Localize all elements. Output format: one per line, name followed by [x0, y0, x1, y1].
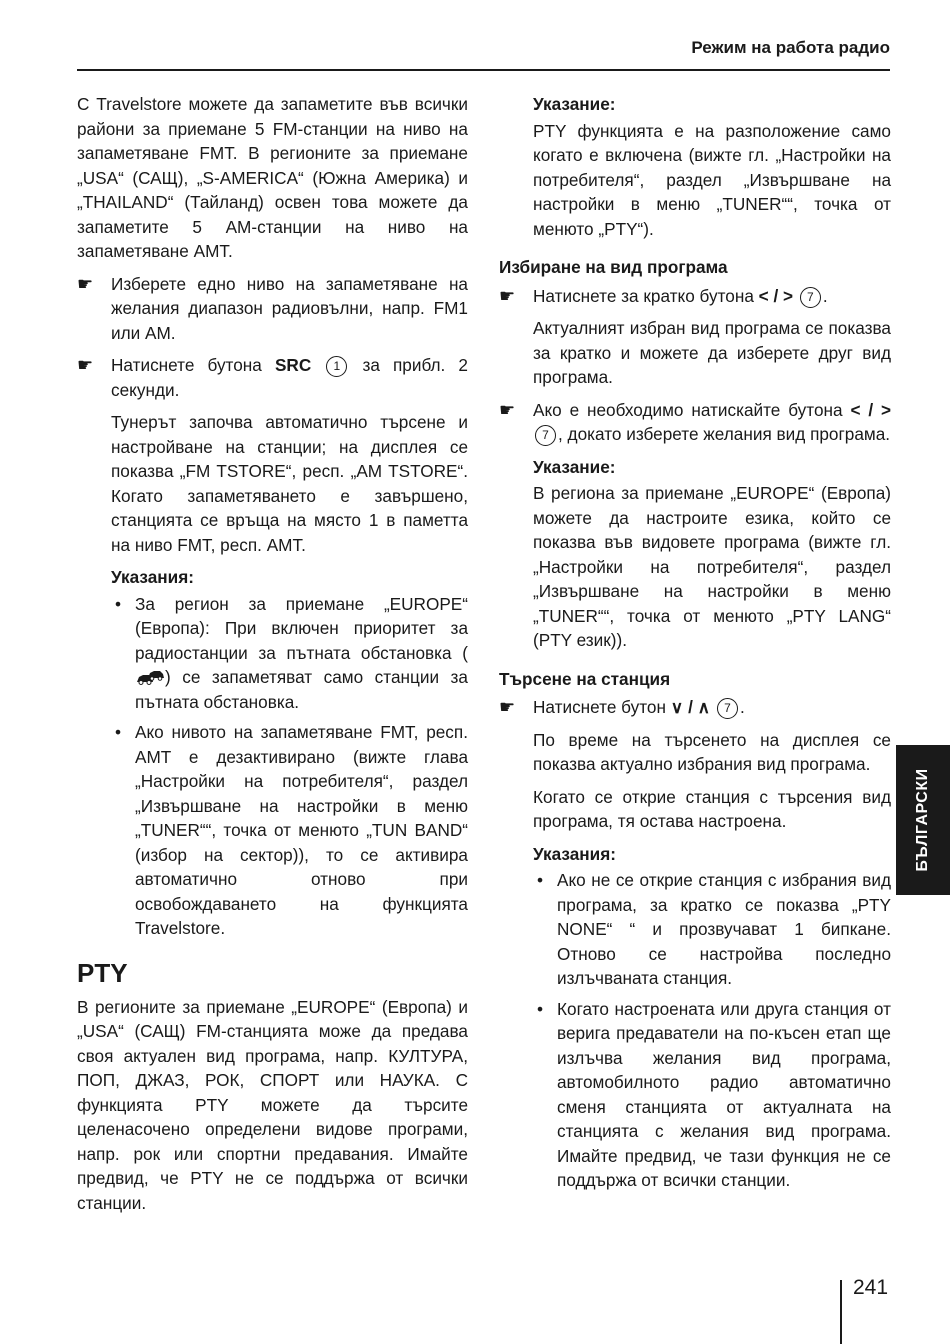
list-item: • Когато настроената или друга станция от верига предаватели на по-късен етап ще излъчва желания вид програма, автомобилното радио автоматично сменя станцията от актуалната на станцията с желания вид програма. Имайте предвид, че тази функция не се поддържа от всички станции. — [533, 997, 891, 1193]
note-text: PTY функцията е на разположение само когато е включена (вижте гл. „Настройки на потребителя“, раздел „Извършване на настройки в меню „TUNER““, точка от менюто „PTY“). — [533, 120, 891, 239]
right-column — [499, 92, 891, 1199]
pointing-hand-icon: ☛ — [77, 273, 94, 294]
notes-list — [111, 592, 468, 941]
step-result: По време на търсенето на дисплея се показва актуално избрания вид програма. — [533, 729, 891, 774]
step-text: Ако е необходимо натискайте бутона — [533, 399, 851, 420]
language-label: БЪЛГАРСКИ — [914, 768, 931, 872]
page-header-title: Режим на работа радио — [691, 38, 890, 57]
language-side-tab — [896, 745, 950, 895]
travelstore-intro: С Travelstore можете да запаметите във всички райони за приемане 5 FM-станции на ниво на запаметяване FMT. В регионите за приемане „USA“ (САЩ), „S-AMERICA“ (Южна Америка) и „THAILAND“ (Тайланд) освен това можете да запаметите 5 AM-станции на ниво на запаметяване AMT. — [77, 94, 468, 261]
up-down-arrow-icon: ∨ / ∧ — [670, 697, 711, 717]
note-heading: Указание: — [533, 94, 616, 114]
notes-list — [533, 868, 891, 1193]
page-number: 241 — [853, 1276, 889, 1299]
section-heading-select-program: Избиране на вид програма — [499, 257, 728, 277]
button-number-badge: 7 — [717, 698, 738, 719]
step-text: Изберете едно ниво на запаметяване на желания диапазон радиовълни, напр. FM1 или AM. — [111, 273, 468, 343]
step-text: за прибл. 2 секунди. — [111, 355, 468, 400]
pty-description: В регионите за приемане „EUROPE“ (Европа) и „USA“ (САЩ) FM-станцията може да предава своя актуален вид програма, напр. КУЛТУРА, ПОП, ДЖАЗ, РОК, СПОРТ или НАУКА. С функцията PTY можете да търсите целенасочено определени видове програми, напр. рок или спортни предавания. Имайте предвид, че PTY не се поддържа от всички станции. — [77, 996, 468, 1213]
list-item: • Ако нивото на запаметяване FMT, респ. AMT е дезактивирано (вижте глава „Настройки на потребителя“, раздел „Извършване на настройки в меню „TUNER““, точка от менюто „TUN BAND“ (избор на сектор)), то се активира автоматично отново при освобождаването на функцията Travelstore. — [111, 720, 468, 941]
left-right-arrow-icon: < / > — [758, 285, 794, 306]
header-rule — [77, 69, 890, 71]
pointing-hand-icon: ☛ — [499, 399, 516, 420]
note-text: В региона за приемане „EUROPE“ (Европа) можете да настроите езика, който се показва във видовете програма (вижте гл. „Настройки на потребителя“, раздел „Извършване на настройки в меню „TUNER““, точка от менюто „PTY LANG“ (PTY език)). — [533, 483, 891, 650]
footer-rule — [840, 1280, 842, 1344]
notes-heading: Указания: — [111, 567, 194, 587]
step-result: Когато се открие станция с търсения вид програма, тя остава настроена. — [533, 786, 891, 831]
instruction-step — [499, 695, 891, 720]
instruction-step — [499, 398, 891, 447]
note-text: ) се запаметяват само станции за пътната обстановка. — [135, 667, 468, 712]
section-heading-pty: PTY — [77, 957, 128, 988]
instruction-step — [77, 353, 468, 402]
notes-block — [499, 842, 891, 1193]
pointing-hand-icon: ☛ — [499, 697, 516, 717]
step-text: . — [822, 285, 828, 306]
button-number-badge: 1 — [326, 356, 347, 377]
notes-heading: Указания: — [533, 843, 616, 864]
step-text: Натиснете бутона — [111, 355, 275, 375]
instruction-step — [77, 272, 468, 346]
button-number-badge: 7 — [535, 425, 556, 446]
step-result: Актуалният избран вид програма се показва за кратко и можете да изберете друг вид програма. — [533, 318, 891, 387]
traffic-car-icon — [135, 669, 165, 685]
note-heading: Указание: — [533, 456, 616, 477]
left-right-arrow-icon: < / > — [850, 399, 891, 420]
note-block — [499, 92, 891, 241]
step-text: , докато изберете желания вид програма. — [558, 424, 891, 444]
left-column — [77, 92, 468, 1215]
notes-block — [77, 565, 468, 941]
list-item: • Ако не се открие станция с избрания вид програма, за кратко се показва „PTY NONE“ “ и прозвучават 1 бипкане. Отново се настройва последно излъчваната станция. — [533, 868, 891, 991]
section-heading-station-search: Търсене на станция — [499, 668, 671, 689]
list-item — [111, 592, 468, 715]
note-block — [499, 455, 891, 653]
step-text: Натиснете за кратко бутона — [533, 285, 759, 306]
src-key-label: SRC — [274, 355, 312, 375]
step-text: Натиснете бутон — [533, 697, 671, 717]
step-result: Тунерът започва автоматично търсене и настройване на станции; на дисплея се показва „FM TSTORE“, респ. „AM TSTORE“. Когато запаметяването е завършено, станцията се връща на място 1 в паметта на ниво FMT, респ. AMT. — [111, 412, 468, 555]
instruction-step — [499, 284, 891, 309]
step-text: . — [740, 697, 745, 717]
button-number-badge: 7 — [800, 287, 821, 308]
note-text: За регион за приемане „EUROPE“ (Европа): При включен приоритет за радиостанции за пътната обстановка ( — [135, 593, 468, 663]
pointing-hand-icon: ☛ — [77, 355, 94, 375]
pointing-hand-icon: ☛ — [499, 285, 516, 306]
